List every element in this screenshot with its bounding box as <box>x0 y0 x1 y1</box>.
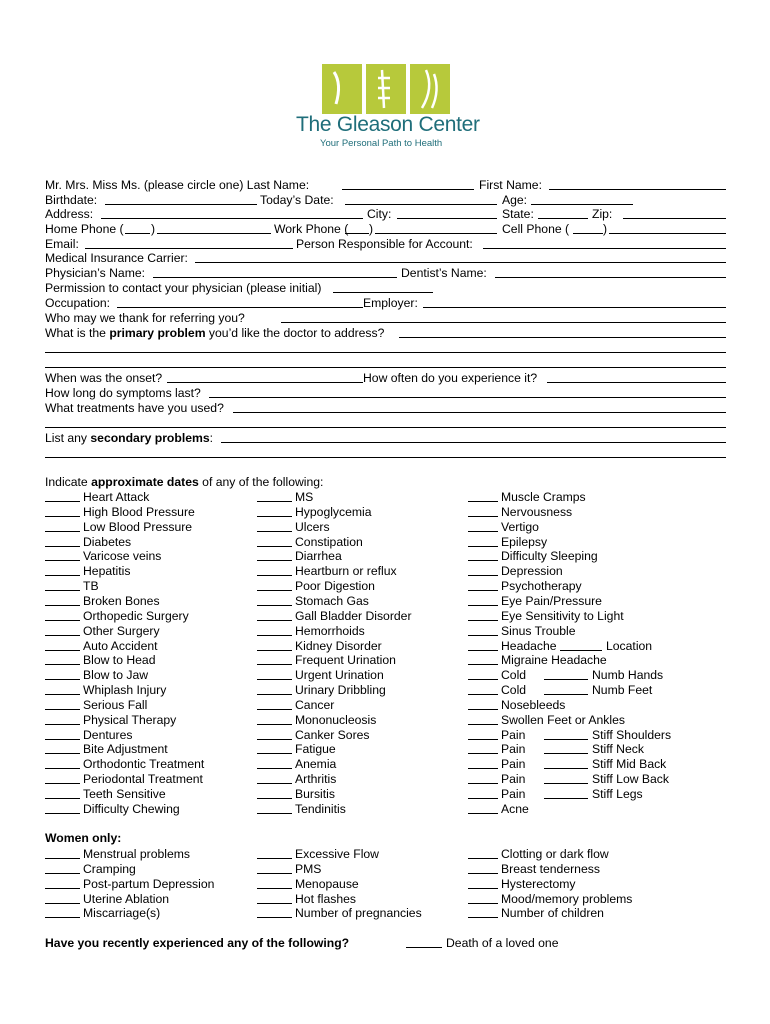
date-field[interactable] <box>468 679 498 680</box>
work-phone-field[interactable] <box>375 233 497 234</box>
cell-phone-label: Cell Phone ( <box>502 222 570 236</box>
condition-label: Clotting or dark flow <box>501 847 609 861</box>
how-often-field[interactable] <box>547 382 726 383</box>
condition-label: Urinary Dribbling <box>295 683 386 698</box>
address-field[interactable] <box>101 218 363 219</box>
condition-label: Acne <box>501 801 529 816</box>
date-field[interactable] <box>468 903 498 904</box>
employer-label: Employer: <box>363 296 418 310</box>
condition-label: Other Surgery <box>83 623 160 638</box>
date-field[interactable] <box>468 575 498 576</box>
condition-label: Pain <box>501 727 526 742</box>
date-field[interactable] <box>257 516 292 517</box>
condition-label: Low Blood Pressure <box>83 519 193 534</box>
condition-label: Number of pregnancies <box>295 906 422 921</box>
detail-label: Location <box>606 638 653 653</box>
date-field[interactable] <box>257 501 292 502</box>
condition-label: Nervousness <box>501 504 573 519</box>
detail-label: Stiff Neck <box>592 742 644 757</box>
condition-label: Heartburn or reflux <box>295 564 397 579</box>
death-loved-one-field[interactable] <box>406 947 442 948</box>
women-heading-line <box>45 831 726 846</box>
condition-label: Hysterectomy <box>501 876 576 891</box>
condition-label: Epilepsy <box>501 534 548 549</box>
condition-label: Muscle Cramps <box>501 490 586 504</box>
condition-label: Arthritis <box>295 772 337 787</box>
email-line <box>45 237 726 252</box>
date-field[interactable] <box>468 531 498 532</box>
detail-field[interactable] <box>544 694 588 695</box>
condition-label: Sinus Trouble <box>501 623 576 638</box>
date-field[interactable] <box>45 888 80 889</box>
permission-label: Permission to contact your physician (please initial) <box>45 281 322 295</box>
occupation-label: Occupation: <box>45 296 111 310</box>
date-field[interactable] <box>468 888 498 889</box>
state-label: State: <box>502 207 534 221</box>
date-field[interactable] <box>45 917 80 918</box>
date-field[interactable] <box>45 694 80 695</box>
condition-label: Teeth Sensitive <box>83 787 166 801</box>
secondary-problems-field[interactable] <box>221 442 726 443</box>
date-field[interactable] <box>45 531 80 532</box>
condition-label: Tendinitis <box>295 801 346 816</box>
physician-line <box>45 266 726 281</box>
condition-label: Anemia <box>295 757 337 772</box>
recent-line <box>45 936 726 951</box>
todays-date-field[interactable] <box>345 204 497 205</box>
date-field[interactable] <box>45 664 80 665</box>
date-field[interactable] <box>257 546 292 547</box>
condition-label: Poor Digestion <box>295 579 375 594</box>
condition-label: Difficulty Chewing <box>83 801 180 816</box>
condition-label: Constipation <box>295 534 363 549</box>
date-field[interactable] <box>45 501 80 502</box>
state-field[interactable] <box>538 218 588 219</box>
date-field[interactable] <box>45 753 80 754</box>
condition-label: Physical Therapy <box>83 712 177 727</box>
date-field[interactable] <box>257 888 292 889</box>
date-field[interactable] <box>45 813 80 814</box>
dates-intro <box>45 475 726 490</box>
date-field[interactable] <box>468 635 498 636</box>
date-field[interactable] <box>468 753 498 754</box>
condition-label: Pain <box>501 787 526 801</box>
condition-label: Cancer <box>295 697 335 712</box>
condition-label: Orthopedic Surgery <box>83 608 189 623</box>
primary-problem-field-3[interactable] <box>45 367 726 368</box>
secondary-post: : <box>209 431 213 445</box>
condition-label: Broken Bones <box>83 593 160 608</box>
treatments-extra <box>45 416 726 431</box>
date-field[interactable] <box>468 783 498 784</box>
primary-bold: primary problem <box>109 326 206 340</box>
date-field[interactable] <box>468 546 498 547</box>
date-field[interactable] <box>468 605 498 606</box>
dates-intro-post: of any of the following: <box>198 475 324 489</box>
primary-problem-extra-1 <box>45 341 726 356</box>
date-field[interactable] <box>468 650 498 651</box>
first-name-field[interactable] <box>549 189 726 190</box>
primary-problem-field[interactable] <box>399 337 726 338</box>
date-field[interactable] <box>257 709 292 710</box>
date-field[interactable] <box>45 605 80 606</box>
treatments-line <box>45 401 726 416</box>
address-label: Address: <box>45 207 94 221</box>
condition-label: Gall Bladder Disorder <box>295 608 412 623</box>
condition-label: Excessive Flow <box>295 847 379 861</box>
date-field[interactable] <box>257 620 292 621</box>
how-long-field[interactable] <box>209 397 726 398</box>
condition-label: Kidney Disorder <box>295 638 382 653</box>
logo-tagline: Your Personal Path to Health <box>320 138 443 149</box>
treatments-label: What treatments have you used? <box>45 401 224 415</box>
primary-problem-label <box>45 326 384 340</box>
date-field[interactable] <box>468 501 498 502</box>
condition-label: Depression <box>501 564 563 579</box>
condition-label: Difficulty Sleeping <box>501 549 598 564</box>
date-field[interactable] <box>257 768 292 769</box>
birthdate-label: Birthdate: <box>45 193 98 207</box>
date-field[interactable] <box>468 739 498 740</box>
death-loved-one-label: Death of a loved one <box>446 936 559 950</box>
date-field[interactable] <box>468 620 498 621</box>
date-field[interactable] <box>45 546 80 547</box>
women-heading: Women only: <box>45 831 122 845</box>
logo-name: The Gleason Center <box>296 113 480 136</box>
dates-intro-label <box>45 475 323 489</box>
condition-label: Bite Adjustment <box>83 742 168 757</box>
todays-date-label: Today’s Date: <box>260 193 334 207</box>
dentist-field[interactable] <box>495 277 726 278</box>
date-field[interactable] <box>468 560 498 561</box>
title-last-name-label: Mr. Mrs. Miss Ms. (please circle one) Last Name: <box>45 178 310 192</box>
condition-label: Orthodontic Treatment <box>83 757 205 772</box>
physician-field[interactable] <box>153 277 397 278</box>
condition-label: Blow to Jaw <box>83 668 149 683</box>
date-field[interactable] <box>468 516 498 517</box>
date-field[interactable] <box>45 903 80 904</box>
condition-label: Migraine Headache <box>501 653 607 668</box>
detail-label: Stiff Shoulders <box>592 727 672 742</box>
condition-label: Eye Pain/Pressure <box>501 593 602 608</box>
date-field[interactable] <box>468 694 498 695</box>
occupation-line <box>45 296 726 311</box>
name-line <box>45 178 726 193</box>
date-field[interactable] <box>468 798 498 799</box>
dentist-label: Dentist’s Name: <box>401 266 487 280</box>
age-field[interactable] <box>531 204 633 205</box>
date-field[interactable] <box>468 724 498 725</box>
condition-label: Heart Attack <box>83 490 150 504</box>
secondary-line <box>45 431 726 446</box>
date-field[interactable] <box>468 858 498 859</box>
condition-label: Cold <box>501 683 527 698</box>
condition-label: Diabetes <box>83 534 132 549</box>
date-field[interactable] <box>468 664 498 665</box>
condition-label: Canker Sores <box>295 727 370 742</box>
secondary-problems-field-2[interactable] <box>45 457 726 458</box>
how-long-line <box>45 386 726 401</box>
spine-logo-icon <box>322 64 450 114</box>
detail-label: Stiff Mid Back <box>592 757 667 772</box>
referral-field[interactable] <box>281 322 726 323</box>
secondary-extra <box>45 446 726 461</box>
recent-question: Have you recently experienced any of the following? <box>45 936 350 950</box>
condition-label: Hypoglycemia <box>295 504 372 519</box>
condition-label: Menopause <box>295 876 359 891</box>
insurance-label: Medical Insurance Carrier: <box>45 251 188 265</box>
date-field[interactable] <box>45 575 80 576</box>
date-field[interactable] <box>45 590 80 591</box>
condition-label: Mononucleosis <box>295 712 377 727</box>
paren-close: ) <box>603 222 608 236</box>
secondary-bold: secondary problems <box>90 431 210 445</box>
condition-label: Cold <box>501 668 527 683</box>
date-field[interactable] <box>468 813 498 814</box>
cell-area-code-field[interactable] <box>573 233 603 234</box>
detail-field[interactable] <box>544 798 588 799</box>
condition-label: Breast tenderness <box>501 861 600 876</box>
condition-label: Hepatitis <box>83 564 131 579</box>
city-label: City: <box>367 207 392 221</box>
cell-phone-field[interactable] <box>609 233 726 234</box>
date-field[interactable] <box>468 590 498 591</box>
condition-label: Hemorrhoids <box>295 623 365 638</box>
birthdate-field[interactable] <box>105 204 257 205</box>
treatments-field-2[interactable] <box>45 427 726 428</box>
condition-label: TB <box>83 579 99 594</box>
dates-intro-pre: Indicate <box>45 475 92 489</box>
date-field[interactable] <box>257 739 292 740</box>
condition-label: Number of children <box>501 906 604 921</box>
detail-label: Numb Feet <box>592 683 653 698</box>
email-label: Email: <box>45 237 79 251</box>
how-long-label: How long do symptoms last? <box>45 386 201 400</box>
date-field[interactable] <box>45 798 80 799</box>
home-phone-label: Home Phone ( <box>45 222 124 236</box>
home-phone-field[interactable] <box>157 233 271 234</box>
date-field[interactable] <box>257 858 292 859</box>
date-field[interactable] <box>257 560 292 561</box>
condition-label: Serious Fall <box>83 697 148 712</box>
responsible-field[interactable] <box>483 248 726 249</box>
date-field[interactable] <box>257 664 292 665</box>
condition-label: Fatigue <box>295 742 336 757</box>
date-field[interactable] <box>257 694 292 695</box>
birthdate-line <box>45 193 726 208</box>
date-field[interactable] <box>468 709 498 710</box>
onset-line <box>45 371 726 386</box>
condition-label: Pain <box>501 772 526 787</box>
condition-label: Ulcers <box>295 519 330 534</box>
condition-label: Periodontal Treatment <box>83 772 203 787</box>
home-area-code-field[interactable] <box>125 233 150 234</box>
date-field[interactable] <box>257 903 292 904</box>
permission-initial-field[interactable] <box>333 292 433 293</box>
phone-line <box>45 222 726 237</box>
condition-label: Bursitis <box>295 787 335 801</box>
condition-label: Whiplash Injury <box>83 683 167 698</box>
condition-label: Varicose veins <box>83 549 162 564</box>
detail-field[interactable] <box>544 679 588 680</box>
date-field[interactable] <box>257 575 292 576</box>
date-field[interactable] <box>257 783 292 784</box>
physician-label: Physician’s Name: <box>45 266 146 280</box>
detail-label: Numb Hands <box>592 668 664 683</box>
secondary-pre: List any <box>45 431 91 445</box>
last-name-field[interactable] <box>342 189 474 190</box>
condition-label: Psychotherapy <box>501 579 582 594</box>
detail-field[interactable] <box>544 739 588 740</box>
date-field[interactable] <box>45 560 80 561</box>
date-field[interactable] <box>45 650 80 651</box>
condition-label: MS <box>295 490 314 504</box>
date-field[interactable] <box>257 813 292 814</box>
condition-label: High Blood Pressure <box>83 504 195 519</box>
zip-field[interactable] <box>623 218 726 219</box>
condition-label: Frequent Urination <box>295 653 396 668</box>
date-field[interactable] <box>468 917 498 918</box>
condition-label: Diarrhea <box>295 549 342 564</box>
how-often-label: How often do you experience it? <box>363 371 538 385</box>
condition-label: Uterine Ablation <box>83 891 170 906</box>
date-field[interactable] <box>257 798 292 799</box>
condition-label: Cramping <box>83 861 136 876</box>
date-field[interactable] <box>45 679 80 680</box>
date-field[interactable] <box>257 753 292 754</box>
date-field[interactable] <box>45 858 80 859</box>
detail-label: Stiff Low Back <box>592 772 669 787</box>
date-field[interactable] <box>45 635 80 636</box>
insurance-line <box>45 251 726 266</box>
condition-label: Hot flashes <box>295 891 356 906</box>
date-field[interactable] <box>257 531 292 532</box>
city-field[interactable] <box>397 218 497 219</box>
condition-label: Stomach Gas <box>295 593 369 608</box>
primary-pre: What is the <box>45 326 110 340</box>
insurance-field[interactable] <box>195 262 726 263</box>
employer-field[interactable] <box>423 307 726 308</box>
date-field[interactable] <box>257 873 292 874</box>
condition-label: Pain <box>501 757 526 772</box>
primary-problem-field-2[interactable] <box>45 352 726 353</box>
zip-label: Zip: <box>592 207 613 221</box>
condition-label: Pain <box>501 742 526 757</box>
condition-label: Blow to Head <box>83 653 156 668</box>
dates-intro-bold: approximate dates <box>91 475 199 489</box>
date-field[interactable] <box>45 873 80 874</box>
paren-close: ) <box>151 222 156 236</box>
condition-label: Urgent Urination <box>295 668 384 683</box>
primary-problem-line <box>45 326 726 341</box>
permission-line <box>45 281 726 296</box>
onset-field[interactable] <box>167 382 363 383</box>
condition-label: Headache <box>501 638 557 653</box>
date-field[interactable] <box>257 917 292 918</box>
referral-label: Who may we thank for referring you? <box>45 311 245 325</box>
address-line <box>45 207 726 222</box>
condition-label: Auto Accident <box>83 638 158 653</box>
condition-label: Menstrual problems <box>83 847 191 861</box>
date-field[interactable] <box>45 739 80 740</box>
first-name-label: First Name: <box>479 178 542 192</box>
occupation-field[interactable] <box>117 307 363 308</box>
date-field[interactable] <box>468 768 498 769</box>
age-label: Age: <box>502 193 528 207</box>
condition-label: PMS <box>295 861 322 876</box>
treatments-field[interactable] <box>233 412 726 413</box>
condition-label: Mood/memory problems <box>501 891 633 906</box>
date-field[interactable] <box>45 783 80 784</box>
date-field[interactable] <box>468 873 498 874</box>
detail-label: Stiff Legs <box>592 787 643 801</box>
date-field[interactable] <box>257 724 292 725</box>
detail-field[interactable] <box>544 768 588 769</box>
condition-label: Vertigo <box>501 519 539 534</box>
date-field[interactable] <box>257 590 292 591</box>
onset-label: When was the onset? <box>45 371 163 385</box>
referral-line <box>45 311 726 326</box>
condition-label: Miscarriage(s) <box>83 906 161 921</box>
date-field[interactable] <box>257 635 292 636</box>
date-field[interactable] <box>45 709 80 710</box>
date-field[interactable] <box>257 679 292 680</box>
detail-field[interactable] <box>544 753 588 754</box>
primary-post: you’d like the doctor to address? <box>205 326 385 340</box>
primary-problem-extra-2 <box>45 356 726 371</box>
logo <box>296 62 480 152</box>
detail-field[interactable] <box>544 783 588 784</box>
detail-field[interactable] <box>560 650 602 651</box>
paren-close: ) <box>369 222 374 236</box>
secondary-label <box>45 431 213 445</box>
work-phone-label: Work Phone ( <box>274 222 349 236</box>
date-field[interactable] <box>45 620 80 621</box>
date-field[interactable] <box>257 605 292 606</box>
condition-label: Eye Sensitivity to Light <box>501 608 624 623</box>
date-field[interactable] <box>45 724 80 725</box>
responsible-label: Person Responsible for Account: <box>296 237 473 251</box>
condition-label: Dentures <box>83 727 133 742</box>
condition-label: Swollen Feet or Ankles <box>501 712 625 727</box>
date-field[interactable] <box>45 768 80 769</box>
work-area-code-field[interactable] <box>345 233 369 234</box>
date-field[interactable] <box>45 516 80 517</box>
condition-label: Nosebleeds <box>501 697 566 712</box>
condition-label: Post-partum Depression <box>83 876 215 891</box>
email-field[interactable] <box>85 248 293 249</box>
date-field[interactable] <box>257 650 292 651</box>
